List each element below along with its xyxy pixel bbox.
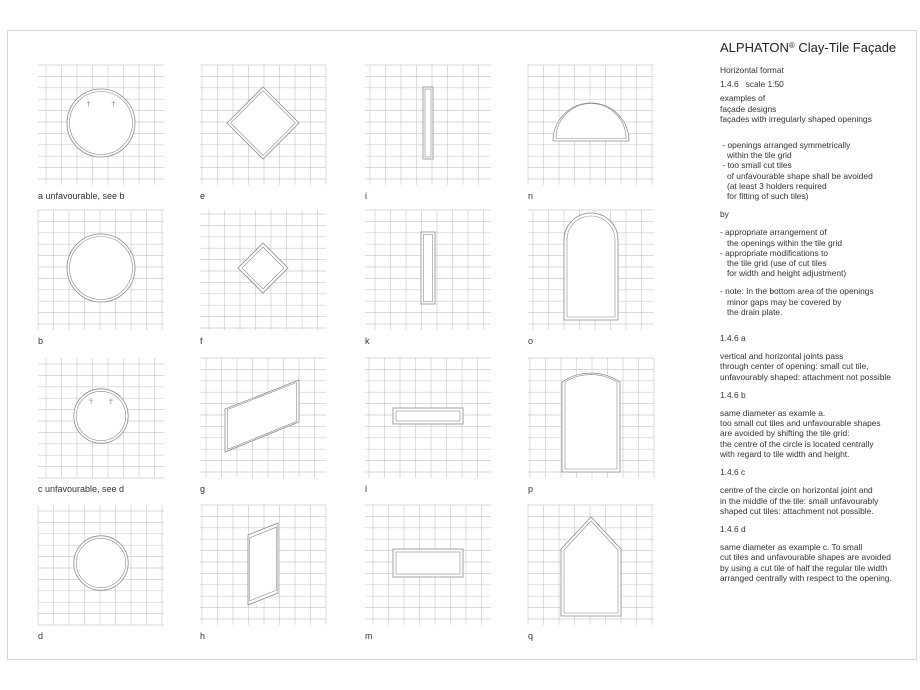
section-line: centre of the circle on horizontal joint and <box>720 485 873 496</box>
caption-f: f <box>200 336 203 346</box>
section-line: with regard to tile width and height. <box>720 448 850 459</box>
intro-line: examples of <box>720 93 766 104</box>
caption-b: b <box>38 336 44 346</box>
drawing-f <box>200 210 326 330</box>
opening-circle <box>67 89 135 157</box>
opening-round-arch <box>564 213 618 320</box>
drawing-k <box>365 210 491 330</box>
section-heading: 1.4.6 c <box>720 467 746 478</box>
rule-line: - too small cut tiles <box>720 160 792 171</box>
drawing-p <box>528 358 654 478</box>
by-item: the tile grid (use of cut tiles <box>720 258 827 269</box>
caption-i: i <box>365 191 367 201</box>
section-line: in the middle of the tile: small unfavourably <box>720 495 879 506</box>
section-line: through center of opening: small cut tile, <box>720 361 869 372</box>
opening-slot-vertical <box>421 232 435 304</box>
registered-mark: ® <box>788 41 795 50</box>
drawing-e <box>200 65 326 185</box>
opening-circle-small <box>74 536 128 590</box>
section-line: are avoided by shifting the tile grid: <box>720 428 850 439</box>
section-line: cut tiles and unfavourable shapes are avoided <box>720 552 891 563</box>
rule-line: of unfavourable shape shall be avoided <box>720 170 873 181</box>
note-line: the drain plate. <box>720 306 783 317</box>
drawing-q <box>528 505 654 625</box>
rule-line: - openings arranged symmetrically <box>720 140 851 151</box>
caption-a: a unfavourable, see b <box>38 191 125 201</box>
by-item: - appropriate arrangement of <box>720 227 827 238</box>
drawing-n <box>528 65 654 185</box>
section-line: by using a cut tile of half the regular tile width <box>720 562 888 573</box>
section-line: vertical and horizontal joints pass <box>720 351 844 362</box>
sheet-title <box>720 40 918 56</box>
opening-diamond-large <box>227 87 299 159</box>
section-line: same diameter as example c. To small <box>720 542 863 553</box>
section-line: arranged centrally with respect to the opening. <box>720 572 892 583</box>
by-item: for width and height adjustment) <box>720 268 847 279</box>
caption-p: p <box>528 484 534 494</box>
description-panel <box>720 40 918 583</box>
drawing-o <box>528 210 654 330</box>
drawing-h <box>200 505 326 625</box>
by-item: - appropriate modifications to <box>720 247 828 258</box>
rule-line: (at least 3 holders required <box>720 180 827 191</box>
title-rest: Clay-Tile Façade <box>794 40 897 55</box>
drawing-l <box>365 358 491 478</box>
brand-name: ALPHATON <box>720 40 789 55</box>
opening-diamond-small <box>238 243 288 293</box>
caption-q: q <box>528 631 534 641</box>
note-line: - note: In the bottom area of the openings <box>720 286 874 297</box>
note-line: minor gaps may be covered by <box>720 296 842 307</box>
caption-e: e <box>200 191 206 201</box>
section-heading: 1.4.6 d <box>720 523 746 534</box>
opening-slot-horizontal <box>393 408 463 424</box>
caption-n: n <box>528 191 534 201</box>
intro-line: façades with irregularly shaped openings <box>720 113 872 124</box>
caption-d: d <box>38 631 44 641</box>
intro-line: façade designs <box>720 103 777 114</box>
by-item: the openings within the tile grid <box>720 237 842 248</box>
rule-line: within the tile grid <box>720 150 792 161</box>
drawing-m <box>365 505 491 625</box>
opening-half-circle <box>553 103 629 141</box>
drawing-g <box>200 358 326 478</box>
opening-slot-horizontal-large <box>393 549 463 577</box>
drawing-b <box>38 210 164 330</box>
opening-segmental-arch <box>562 373 620 472</box>
opening-circle <box>67 234 135 302</box>
scale-line: 1.4.6 scale 1:50 <box>720 79 784 90</box>
section-line: the centre of the circle is located centrally <box>720 438 874 449</box>
drawing-i <box>365 65 491 185</box>
caption-c: c unfavourable, see d <box>38 484 125 494</box>
caption-m: m <box>365 631 373 641</box>
caption-l: l <box>365 484 367 494</box>
opening-slot-vertical-thin <box>423 87 433 159</box>
drawing-c <box>38 358 164 478</box>
section-line: shaped cut tiles: attachment not possible. <box>720 505 874 516</box>
opening-gable <box>561 517 621 616</box>
opening-parallelogram-wide <box>225 380 299 452</box>
rule-line: for fitting of such tiles) <box>720 191 809 202</box>
by-label: by <box>720 209 729 220</box>
format-line: Horizontal format <box>720 65 784 75</box>
opening-parallelogram-tall <box>248 523 278 605</box>
caption-o: o <box>528 336 534 346</box>
section-heading: 1.4.6 a <box>720 333 746 344</box>
caption-g: g <box>200 484 206 494</box>
section-line: same diameter as examle a. <box>720 408 826 419</box>
caption-h: h <box>200 631 206 641</box>
section-heading: 1.4.6 b <box>720 389 746 400</box>
section-line: too small cut tiles and unfavourable shapes <box>720 418 881 429</box>
drawing-d <box>38 505 164 625</box>
caption-k: k <box>365 336 370 346</box>
drawing-a <box>38 65 164 185</box>
opening-circle-small <box>74 389 128 443</box>
section-line: unfavourably shaped: attachment not possible <box>720 371 891 382</box>
